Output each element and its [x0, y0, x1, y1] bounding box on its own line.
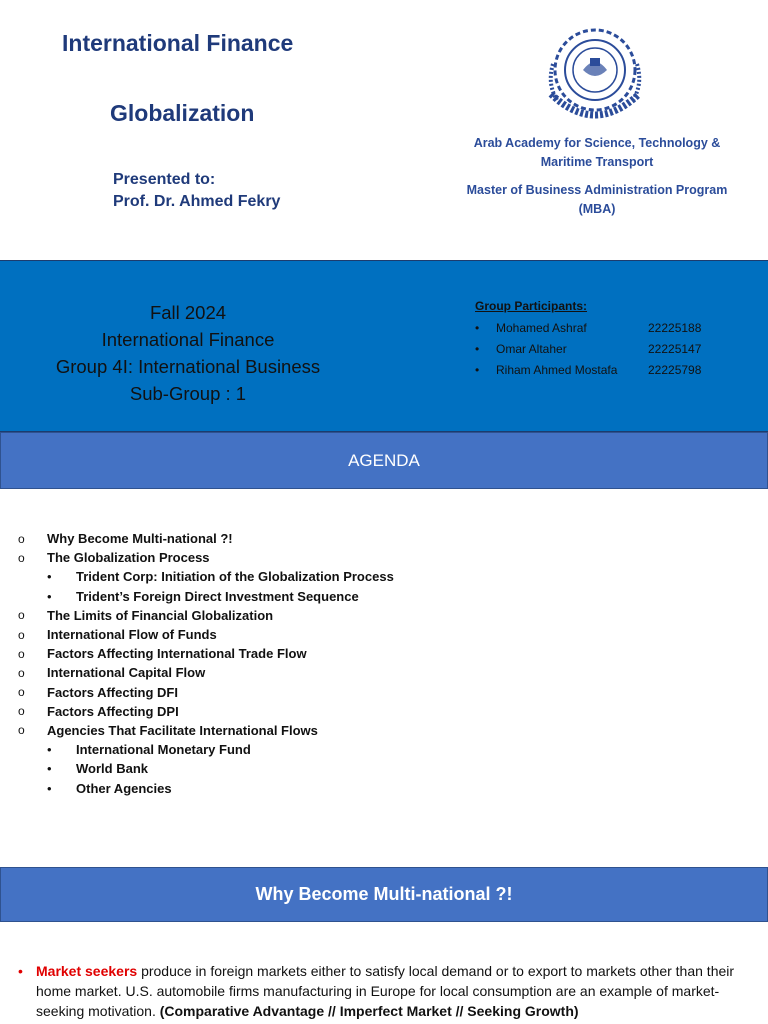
agenda-item: [18, 740, 394, 759]
participant-name: Omar Altaher: [496, 341, 567, 356]
paragraph-emphasis: (Comparative Advantage // Imperfect Market // Seeking Growth): [159, 1003, 579, 1019]
participant-row: [475, 359, 701, 380]
list-marker: o: [18, 704, 25, 719]
bullet: •: [18, 963, 23, 979]
participant-id: 22225798: [648, 362, 702, 377]
agenda-list: [18, 529, 394, 798]
course-subgroup: Sub-Group : 1: [129, 383, 247, 404]
agenda-item-text: Trident’s Foreign Direct Investment Sequence: [76, 588, 359, 604]
participants-title: Group Participants:: [475, 299, 588, 313]
document-title: International Finance: [62, 30, 294, 56]
agenda-item: [18, 683, 394, 702]
list-marker: o: [18, 646, 25, 661]
agenda-item-text: Trident Corp: Initiation of the Globalization Process: [76, 569, 394, 585]
list-marker: o: [18, 665, 25, 680]
agenda-item: [18, 529, 394, 548]
list-marker: o: [18, 723, 25, 738]
course-details: [0, 299, 376, 407]
bullet: •: [47, 780, 52, 796]
agenda-item: [18, 759, 394, 778]
institution-name-line2: Maritime Transport: [540, 155, 654, 169]
participant-row: [475, 317, 701, 338]
section-heading: Why Become Multi-national ?!: [0, 867, 768, 922]
course-term: Fall 2024: [149, 302, 227, 323]
program-line2: (MBA): [578, 202, 616, 216]
participant-id: 22225188: [648, 320, 702, 335]
agenda-item: [18, 606, 394, 625]
agenda-item: [18, 721, 394, 740]
agenda-item-text: The Globalization Process: [47, 550, 210, 566]
bullet: •: [47, 761, 52, 777]
agenda-item: [18, 702, 394, 721]
course-info-band: [0, 260, 768, 432]
bullet: •: [47, 742, 52, 758]
institution-block: [460, 134, 734, 219]
participants-list: [475, 299, 701, 380]
participant-id: 22225147: [648, 341, 702, 356]
participant-name: Riham Ahmed Mostafa: [496, 362, 618, 377]
agenda-item-text: The Limits of Financial Globalization: [47, 607, 274, 623]
agenda-item: [18, 567, 394, 586]
course-name: International Finance: [101, 329, 275, 350]
program-line1: Master of Business Administration Program: [466, 183, 728, 197]
institution-name-line1: Arab Academy for Science, Technology &: [473, 136, 721, 150]
list-marker: o: [18, 627, 25, 642]
agenda-item-text: Factors Affecting DPI: [47, 703, 179, 719]
list-marker: o: [18, 608, 25, 623]
agenda-item: [18, 587, 394, 606]
course-group: Group 4I: International Business: [55, 356, 321, 377]
document-subtitle: Globalization: [110, 100, 255, 126]
presented-name: Prof. Dr. Ahmed Fekry: [113, 193, 281, 210]
bullet: •: [47, 569, 52, 585]
participant-row: [475, 338, 701, 359]
participant-name: Mohamed Ashraf: [496, 320, 587, 335]
agenda-heading: AGENDA: [0, 432, 768, 489]
agenda-item-text: Why Become Multi-national ?!: [47, 531, 233, 547]
agenda-item: [18, 778, 394, 797]
agenda-item-text: International Capital Flow: [47, 665, 206, 681]
agenda-item-text: Agencies That Facilitate International Flows: [47, 722, 318, 738]
agenda-item: [18, 625, 394, 644]
term-market-seekers: Market seekers: [36, 963, 138, 979]
market-seekers-paragraph: [18, 961, 758, 1021]
paragraph-text: produce in foreign markets either to satisfy local demand or to export to markets other than their home market. U.S. automobile firms manufacturing in Europe for local consumption are an example of market-seeking motivation.: [36, 963, 735, 1019]
list-marker: o: [18, 531, 25, 546]
bullet: •: [475, 320, 480, 335]
presented-to: [113, 169, 280, 213]
bullet: •: [475, 362, 480, 377]
bullet: •: [475, 341, 480, 356]
list-marker: o: [18, 685, 25, 700]
agenda-item-text: Factors Affecting DFI: [47, 684, 178, 700]
agenda-item-text: International Monetary Fund: [76, 742, 251, 758]
bullet: •: [47, 588, 52, 604]
agenda-item: [18, 644, 394, 663]
agenda-item-text: Other Agencies: [76, 780, 172, 796]
agenda-item-text: Factors Affecting International Trade Flow: [47, 646, 307, 662]
agenda-item: [18, 548, 394, 567]
academy-seal-icon: [543, 24, 648, 128]
agenda-item-text: International Flow of Funds: [47, 627, 217, 643]
agenda-item-text: World Bank: [76, 761, 148, 777]
agenda-item: [18, 663, 394, 682]
presented-label: Presented to:: [113, 171, 216, 188]
list-marker: o: [18, 550, 25, 565]
